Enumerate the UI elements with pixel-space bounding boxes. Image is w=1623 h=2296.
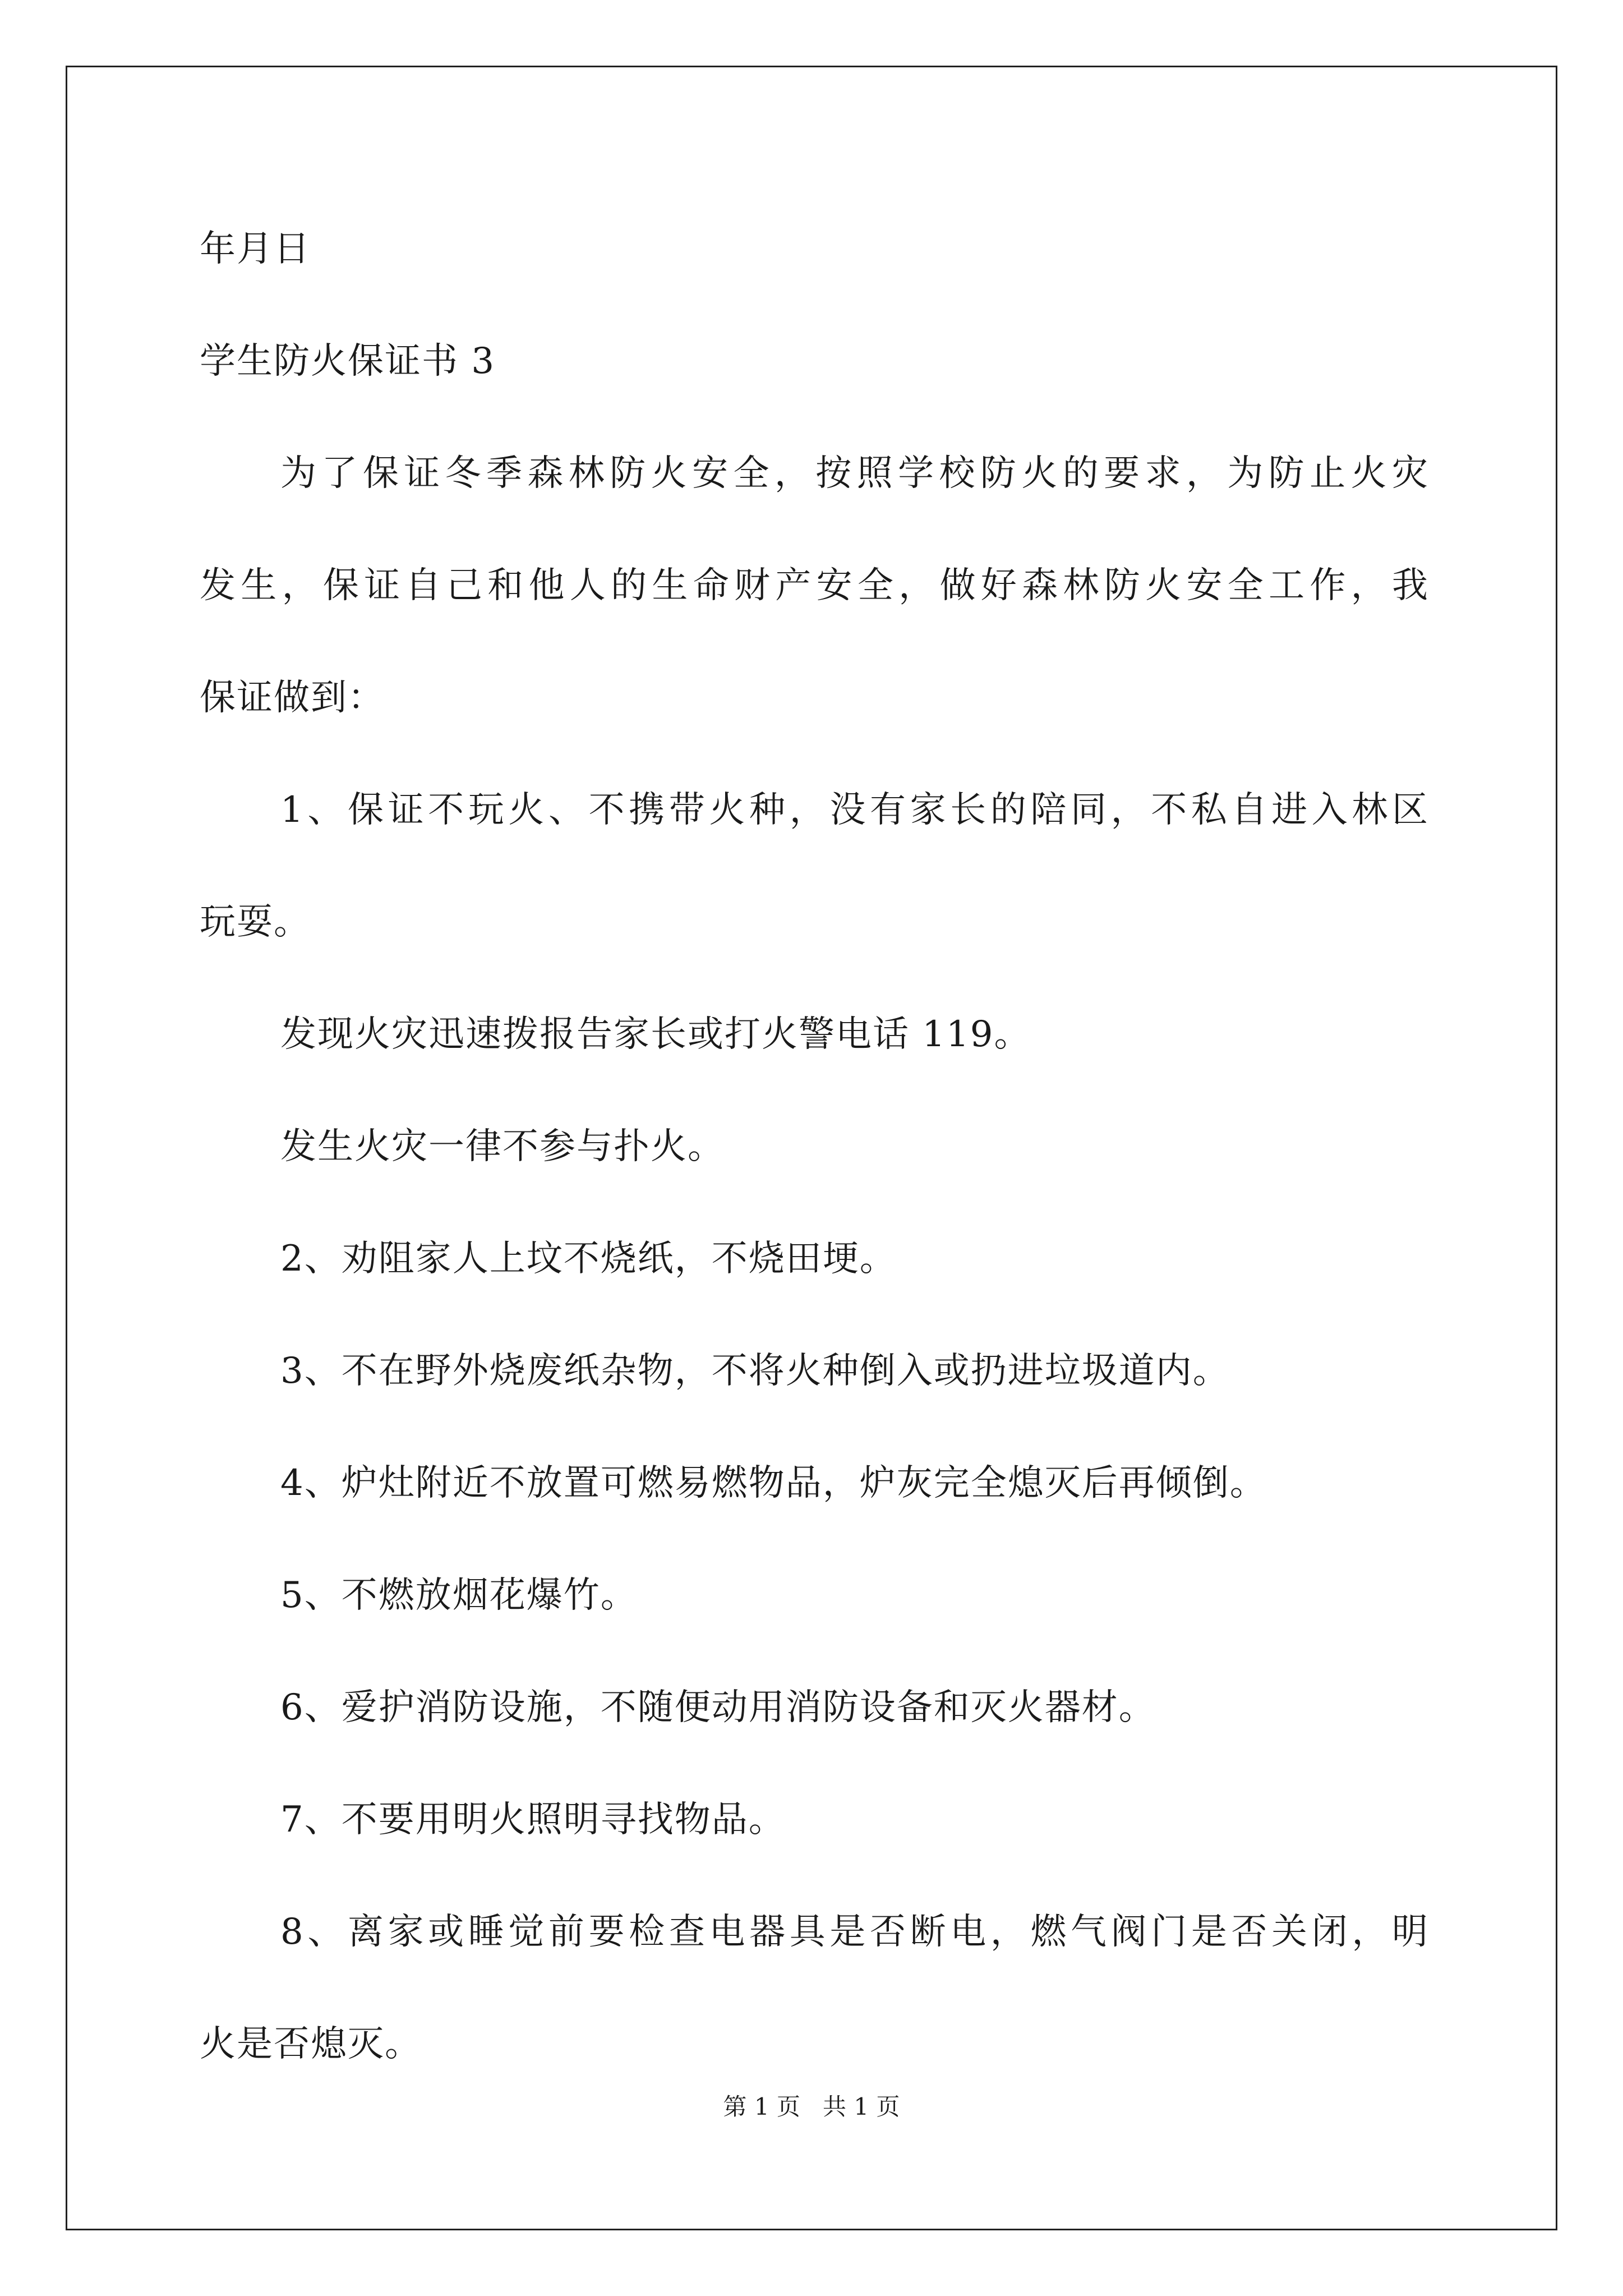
- page-number-footer: 第 1 页 共 1 页: [723, 2093, 900, 2120]
- intro-paragraph-line-2: 发生，保证自己和他人的生命财产安全，做好森林防火安全工作，我: [200, 565, 1428, 606]
- item-8-line-1: 8、离家或睡觉前要检查电器具是否断电，燃气阀门是否关闭，明: [280, 1911, 1428, 1953]
- date-line: 年月日: [200, 228, 311, 270]
- document-title: 学生防火保证书 3: [200, 341, 496, 382]
- item-7: 7、不要用明火照明寻找物品。: [280, 1799, 786, 1841]
- item-4: 4、炉灶附近不放置可燃易燃物品，炉灰完全熄灭后再倾倒。: [280, 1462, 1267, 1504]
- no-firefighting-line: 发生火灾一律不参与扑火。: [280, 1126, 725, 1167]
- item-6: 6、爱护消防设施，不随便动用消防设备和灭火器材。: [280, 1687, 1156, 1728]
- item-5: 5、不燃放烟花爆竹。: [280, 1575, 638, 1616]
- item-2: 2、劝阻家人上坟不烧纸，不烧田埂。: [280, 1238, 897, 1280]
- fire-report-line: 发现火灾迅速拨报告家长或打火警电话 119。: [280, 1014, 1031, 1055]
- item-1-line-2: 玩耍。: [200, 901, 311, 943]
- intro-paragraph-line-3: 保证做到：: [200, 677, 385, 719]
- item-1-line-1: 1、保证不玩火、不携带火种，没有家长的陪同，不私自进入林区: [280, 789, 1428, 831]
- item-8-line-2: 火是否熄灭。: [200, 2023, 422, 2065]
- item-3: 3、不在野外烧废纸杂物，不将火种倒入或扔进垃圾道内。: [280, 1350, 1230, 1392]
- intro-paragraph-line-1: 为了保证冬季森林防火安全，按照学校防火的要求，为防止火灾: [280, 453, 1428, 494]
